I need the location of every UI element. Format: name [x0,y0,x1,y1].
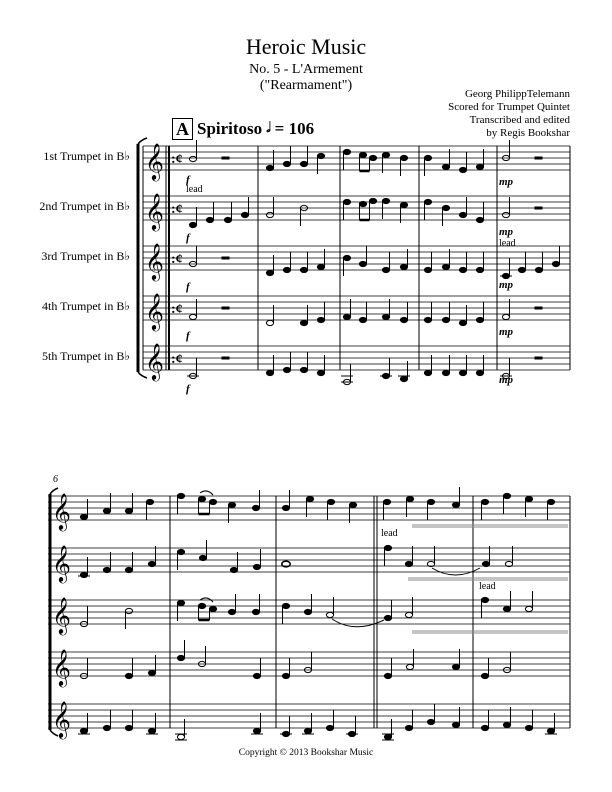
edit-note: Transcribed and edited [469,114,570,126]
dynamic-forte: f [186,232,190,244]
svg-text::¢: :¢ [171,352,183,367]
score-title: Heroic Music [245,34,367,59]
treble-clef-icon: 𝄞 [145,242,164,280]
svg-text::¢: :¢ [171,252,183,267]
svg-text::¢: :¢ [171,202,183,217]
composer: Georg PhilippTelemann [464,88,570,100]
lead-annotation: lead [499,238,516,249]
lead-annotation: lead [381,528,398,539]
dynamic-forte: f [186,174,190,186]
treble-clef-icon: 𝄞 [52,492,71,530]
subtitle-line-1: No. 5 - L'Armement [249,62,363,77]
treble-clef-icon: 𝄞 [145,142,164,180]
dynamic-mezzo-piano: mp [499,374,514,386]
tempo-value: = 106 [274,119,315,138]
dynamic-forte: f [186,281,190,293]
part-label-trumpet-4: 4th Trumpet in B♭ [41,299,130,313]
part-label-trumpet-2: 2nd Trumpet in B♭ [39,199,130,213]
system-1 [138,138,570,378]
dynamic-mezzo-piano: mp [499,279,514,291]
treble-clef-icon: 𝄞 [145,292,164,330]
treble-clef-icon: 𝄞 [52,648,71,686]
arranger: by Regis Bookshar [486,127,570,139]
dynamic-mezzo-piano: mp [499,226,514,238]
tempo-text: Spiritoso [197,119,263,138]
measure-number: 6 [53,474,58,485]
treble-clef-icon: 𝄞 [52,544,71,582]
svg-text::¢: :¢ [171,152,183,167]
part-label-trumpet-5: 5th Trumpet in B♭ [41,349,130,363]
dynamic-mezzo-piano: mp [499,176,514,188]
treble-clef-icon: 𝄞 [52,596,71,634]
lead-annotation: lead [186,184,203,195]
scoring-note: Scored for Trumpet Quintet [448,101,570,113]
lead-annotation: lead [479,581,496,592]
half-note-icon: 𝅗𝅥 [266,121,271,136]
dynamic-mezzo-piano: mp [499,326,514,338]
rehearsal-letter: A [172,118,193,140]
svg-text::¢: :¢ [171,302,183,317]
treble-clef-icon: 𝄞 [52,700,71,738]
copyright-notice: Copyright © 2013 Bookshar Music [238,748,374,758]
treble-clef-icon: 𝄞 [145,192,164,230]
dynamic-forte: f [186,383,190,395]
treble-clef-icon: 𝄞 [145,342,164,380]
subtitle-line-2: ("Rearmament") [259,78,353,93]
part-label-trumpet-3: 3rd Trumpet in B♭ [41,249,130,263]
dynamic-forte: f [186,330,190,342]
part-label-trumpet-1: 1st Trumpet in B♭ [43,149,130,163]
